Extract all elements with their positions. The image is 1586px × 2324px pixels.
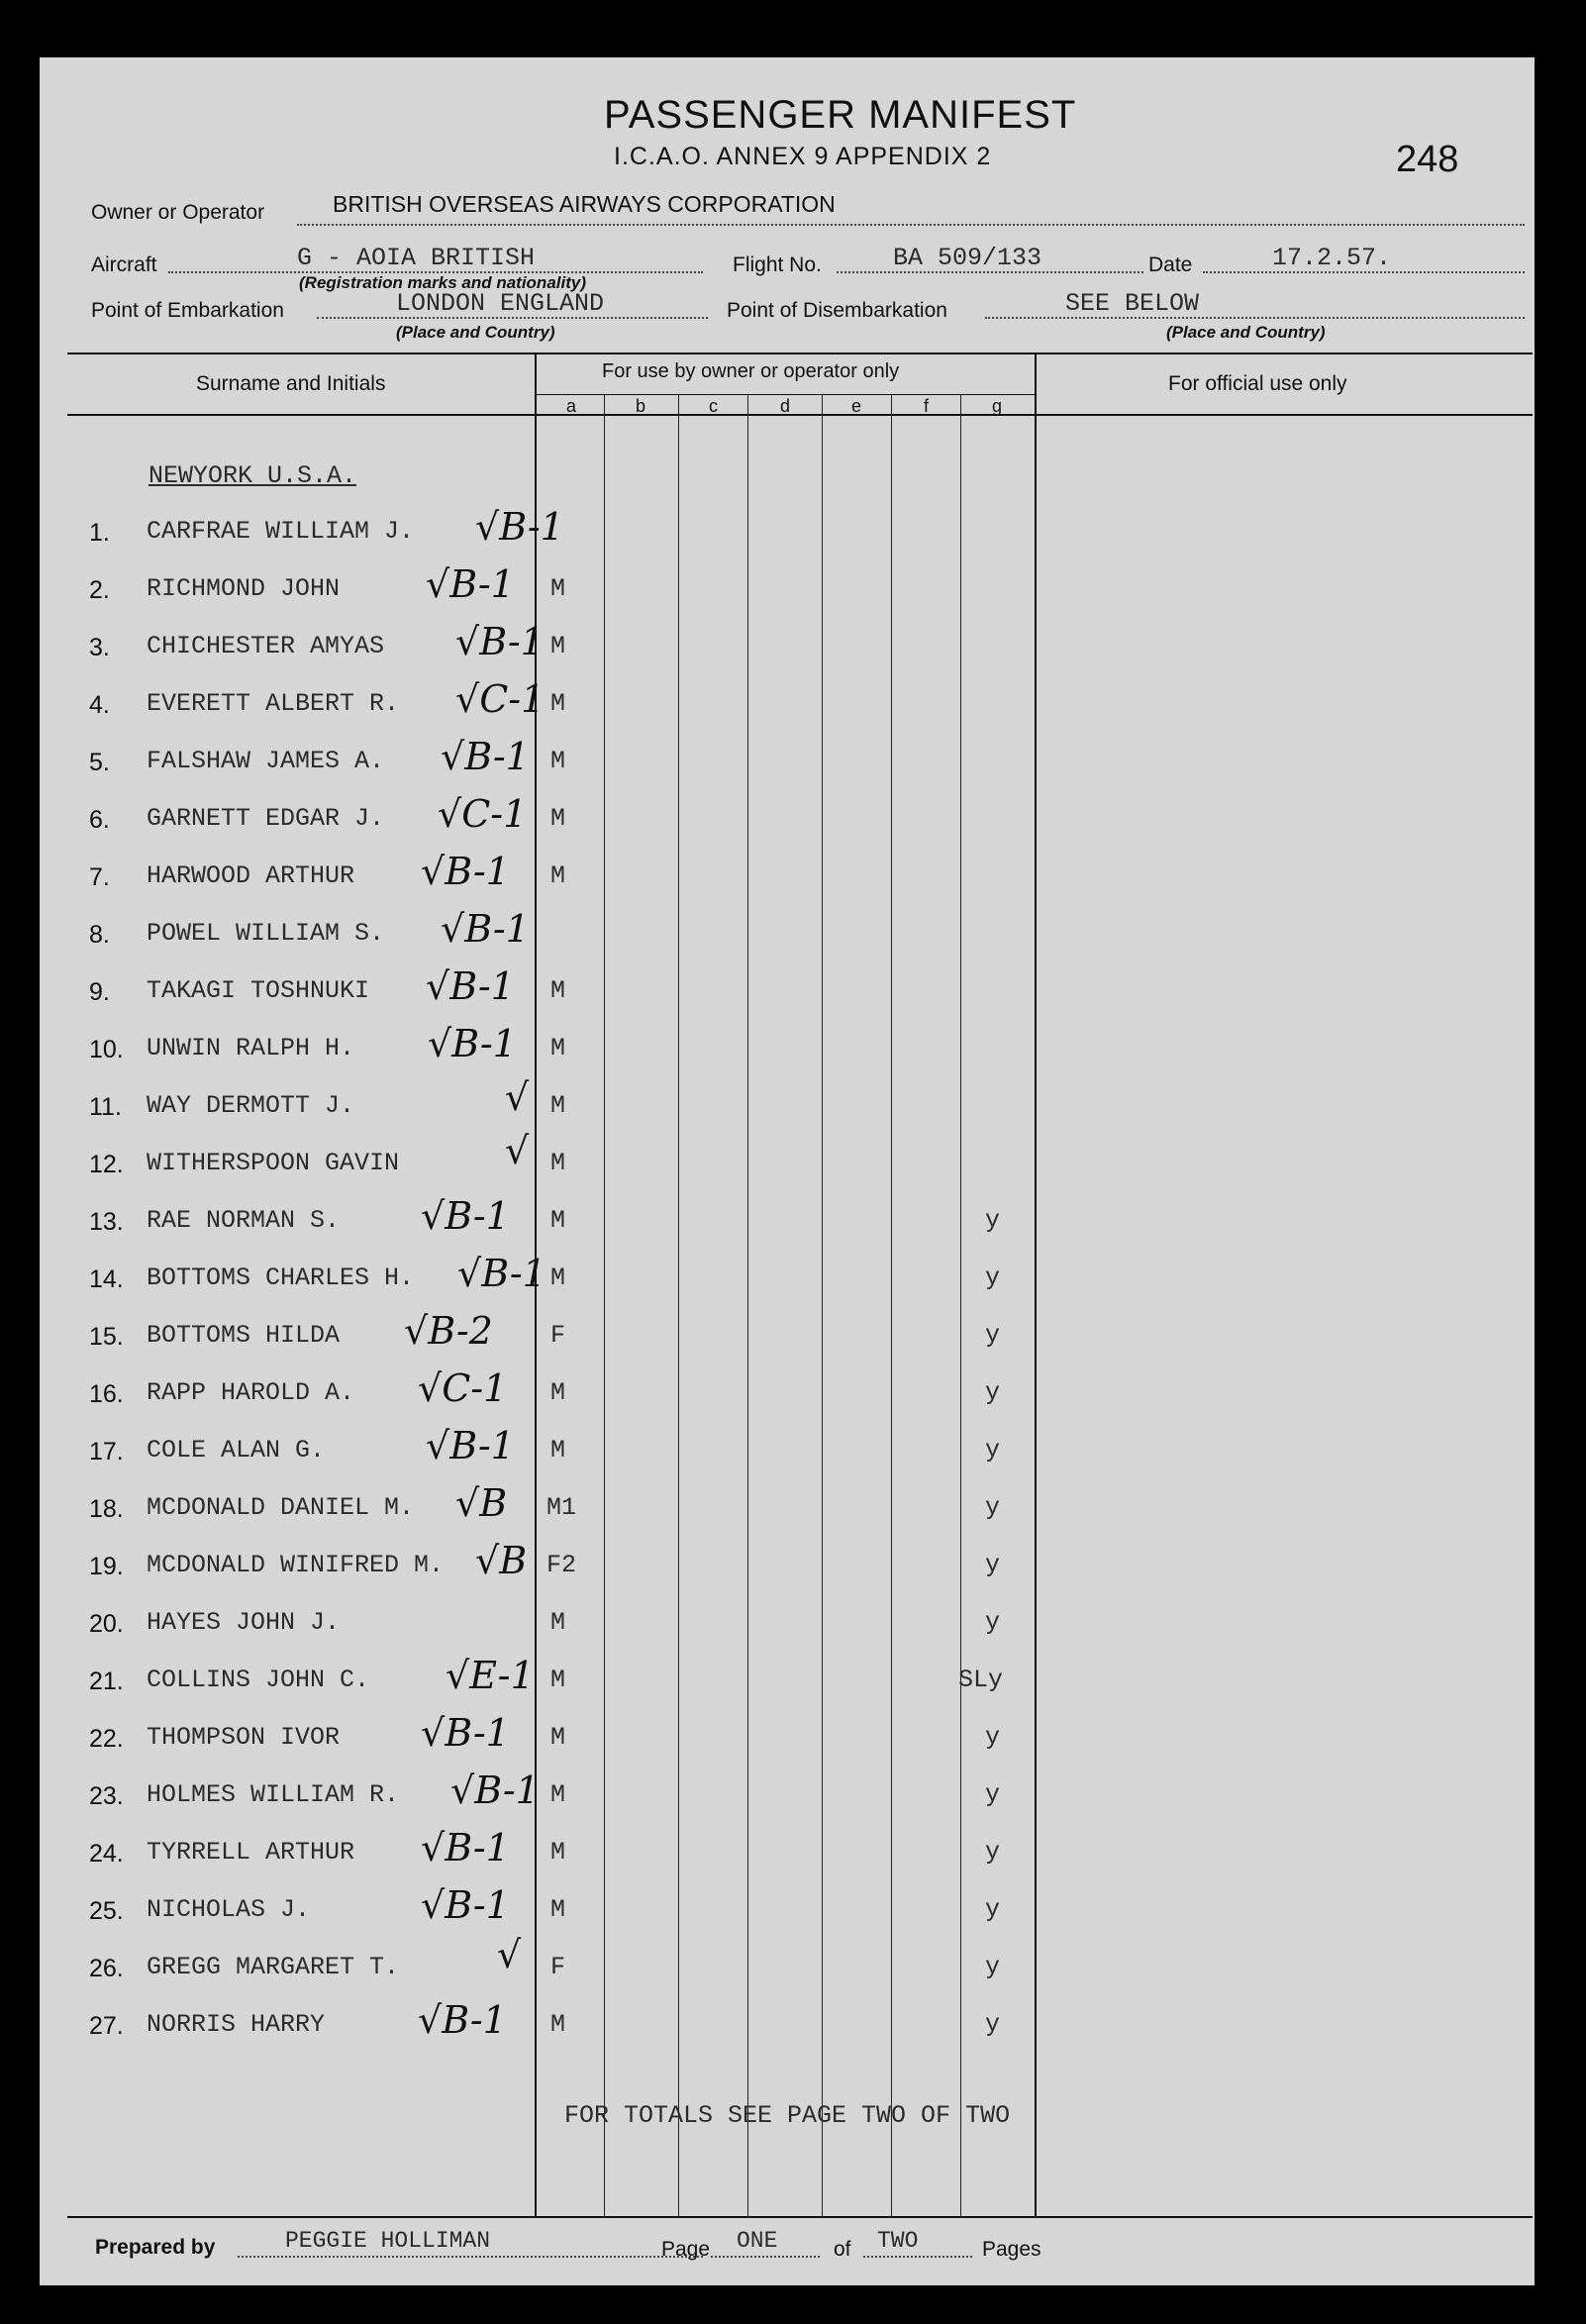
col-a-value: M: [550, 1723, 566, 1752]
passenger-name: WAY DERMOTT J.: [147, 1091, 355, 1120]
passenger-name: HOLMES WILLIAM R.: [147, 1780, 400, 1809]
subcol-b: b: [636, 396, 646, 416]
passenger-name: BOTTOMS CHARLES H.: [147, 1263, 415, 1292]
embarkation-value: LONDON ENGLAND: [396, 289, 605, 318]
prepared-value: PEGGIE HOLLIMAN: [285, 2228, 491, 2254]
passenger-row: [40, 1309, 1030, 1372]
subcol-f: f: [924, 396, 930, 416]
passenger-name: THOMPSON IVOR: [147, 1723, 341, 1752]
col-g-value: y: [985, 1321, 1001, 1350]
passenger-row: [40, 562, 1030, 626]
page-title: PASSENGER MANIFEST: [604, 93, 1077, 137]
handwritten-mark: √B: [455, 1481, 508, 1525]
handwritten-mark: √C-1: [418, 1366, 508, 1410]
col-a-value: M: [550, 1149, 566, 1177]
col-a-value: M: [550, 1895, 566, 1924]
passenger-row: [40, 1883, 1030, 1947]
row-number: 17.: [89, 1438, 124, 1465]
passenger-row: [40, 1194, 1030, 1258]
col-a-value: M: [550, 1436, 566, 1465]
col-a-value: M: [550, 747, 566, 775]
passenger-row: [40, 907, 1030, 970]
passenger-name: CARFRAE WILLIAM J.: [147, 517, 415, 546]
row-number: 11.: [89, 1093, 122, 1121]
row-number: 14.: [89, 1265, 124, 1293]
col-a-value: M: [550, 632, 566, 660]
col-g-value: SLy: [958, 1666, 1004, 1694]
passenger-row: [40, 1933, 1030, 2004]
handwritten-mark: √B-1: [426, 562, 515, 606]
passenger-row: [40, 505, 1030, 568]
passenger-row: [40, 1075, 1030, 1143]
handwritten-mark: √: [497, 1933, 522, 1976]
col-a-value: M: [550, 861, 566, 890]
passenger-row: [40, 1711, 1030, 1774]
passenger-name: TAKAGI TOSHNUKI: [147, 976, 370, 1005]
handwritten-mark: √C-1: [438, 792, 528, 836]
flight-label: Flight No.: [733, 253, 822, 276]
handwritten-mark: √B-1: [421, 1194, 510, 1238]
disembarkation-value: SEE BELOW: [1065, 289, 1200, 318]
handwritten-mark: √B-1: [421, 1826, 510, 1869]
flight-value: BA 509/133: [893, 244, 1042, 272]
disembarkation-label: Point of Disembarkation: [727, 299, 947, 322]
col-a-value: M: [550, 1780, 566, 1809]
passenger-row: [40, 1481, 1030, 1545]
handwritten-mark: √C-1: [455, 677, 545, 721]
date-label: Date: [1148, 253, 1193, 276]
col-g-value: y: [985, 1551, 1001, 1579]
col-g-value: y: [985, 1723, 1001, 1752]
handwritten-mark: √: [505, 1129, 530, 1172]
col-a-value: M: [550, 1206, 566, 1235]
passenger-row: [40, 1424, 1030, 1487]
handwritten-mark: √B-1: [418, 1998, 507, 2042]
manifest-sheet: [40, 57, 1535, 2285]
subcol-g: g: [992, 396, 1003, 416]
passenger-name: FALSHAW JAMES A.: [147, 747, 385, 775]
col-a-value: F: [550, 1953, 566, 1981]
passenger-row: [40, 1768, 1030, 1832]
totals-note: FOR TOTALS SEE PAGE TWO OF TWO: [564, 2101, 1011, 2130]
handwritten-mark: √B-1: [450, 1768, 540, 1812]
col-g-value: y: [985, 1838, 1001, 1867]
row-number: 13.: [89, 1208, 124, 1236]
aircraft-note: (Registration marks and nationality): [299, 273, 586, 292]
handwritten-mark: √B-1: [457, 1252, 546, 1295]
col-g-value: y: [985, 1608, 1001, 1637]
row-number: 27.: [89, 2012, 124, 2040]
row-number: 10.: [89, 1036, 124, 1063]
row-number: 2.: [89, 576, 110, 604]
passenger-name: BOTTOMS HILDA: [147, 1321, 341, 1350]
passenger-name: MCDONALD WINIFRED M.: [147, 1551, 445, 1579]
handwritten-mark: √B-1: [426, 1424, 515, 1467]
col-g-value: y: [985, 2010, 1001, 2039]
row-number: 9.: [89, 978, 110, 1006]
passenger-name: EVERETT ALBERT R.: [147, 689, 400, 718]
row-number: 24.: [89, 1840, 124, 1868]
page-number: 248: [1396, 139, 1459, 180]
col-surname-header: Surname and Initials: [196, 372, 386, 395]
subcol-c: c: [709, 396, 718, 416]
passenger-row: [40, 792, 1030, 856]
handwritten-mark: √B-2: [404, 1309, 493, 1353]
passenger-name: RAPP HAROLD A.: [147, 1378, 355, 1407]
row-number: 19.: [89, 1553, 124, 1580]
of-label: of: [834, 2238, 851, 2261]
subcol-e: e: [851, 396, 862, 416]
passenger-row: [40, 620, 1030, 683]
col-a-value: M: [550, 689, 566, 718]
col-a-value: M: [550, 1378, 566, 1407]
aircraft-label: Aircraft: [91, 253, 157, 276]
col-a-value: M: [550, 1608, 566, 1637]
col-a-value: M: [550, 804, 566, 833]
col-a-value: M1: [546, 1493, 577, 1522]
handwritten-mark: √B-1: [421, 1883, 510, 1927]
col-g-value: y: [985, 1378, 1001, 1407]
handwritten-mark: √E-1: [446, 1654, 535, 1697]
handwritten-mark: √B-1: [428, 1022, 517, 1065]
col-a-value: M: [550, 574, 566, 603]
row-number: 25.: [89, 1897, 124, 1925]
row-number: 20.: [89, 1610, 124, 1638]
row-number: 23.: [89, 1782, 124, 1810]
passenger-name: WITHERSPOON GAVIN: [147, 1149, 400, 1177]
col-a-value: M: [550, 1838, 566, 1867]
handwritten-mark: √B: [475, 1539, 528, 1582]
section-heading: NEWYORK U.S.A.: [149, 461, 357, 490]
subcol-a: a: [566, 396, 577, 416]
col-a-value: M: [550, 976, 566, 1005]
col-g-value: y: [985, 1953, 1001, 1981]
row-number: 21.: [89, 1667, 124, 1695]
row-number: 7.: [89, 863, 110, 891]
handwritten-mark: √B-1: [455, 620, 545, 663]
col-a-value: M: [550, 2010, 566, 2039]
of-value: TWO: [877, 2228, 919, 2254]
owner-label: Owner or Operator: [91, 201, 265, 224]
passenger-name: COLE ALAN G.: [147, 1436, 326, 1465]
col-a-value: M: [550, 1263, 566, 1292]
handwritten-mark: √: [505, 1075, 530, 1119]
col-g-value: y: [985, 1780, 1001, 1809]
passenger-row: [40, 1998, 1030, 2062]
row-number: 18.: [89, 1495, 124, 1523]
passenger-name: TYRRELL ARTHUR: [147, 1838, 355, 1867]
passenger-name: NICHOLAS J.: [147, 1895, 311, 1924]
passenger-row: [40, 1539, 1030, 1602]
row-number: 16.: [89, 1380, 124, 1408]
row-number: 1.: [89, 519, 110, 547]
passenger-name: HAYES JOHN J.: [147, 1608, 341, 1637]
col-g-value: y: [985, 1263, 1001, 1292]
page-label: Page: [661, 2238, 711, 2261]
passenger-row: [40, 1602, 1030, 1660]
embarkation-note: (Place and Country): [396, 323, 555, 342]
passenger-row: [40, 1826, 1030, 1889]
passenger-name: GARNETT EDGAR J.: [147, 804, 385, 833]
date-value: 17.2.57.: [1272, 244, 1392, 272]
passenger-name: RAE NORMAN S.: [147, 1206, 341, 1235]
page-value: ONE: [737, 2228, 778, 2254]
handwritten-mark: √B-1: [426, 964, 515, 1008]
handwritten-mark: √B-1: [475, 505, 564, 549]
passenger-row: [40, 1654, 1030, 1717]
col-a-value: F: [550, 1321, 566, 1350]
passenger-row: [40, 1252, 1030, 1315]
page-subtitle: I.C.A.O. ANNEX 9 APPENDIX 2: [614, 143, 992, 170]
passenger-name: HARWOOD ARTHUR: [147, 861, 355, 890]
subcol-d: d: [780, 396, 791, 416]
handwritten-mark: √B-1: [421, 1711, 510, 1755]
passenger-name: MCDONALD DANIEL M.: [147, 1493, 415, 1522]
col-a-value: M: [550, 1034, 566, 1062]
col-a-value: F2: [546, 1551, 577, 1579]
col-g-value: y: [985, 1206, 1001, 1235]
col-g-value: y: [985, 1493, 1001, 1522]
passenger-name: GREGG MARGARET T.: [147, 1953, 400, 1981]
embarkation-label: Point of Embarkation: [91, 299, 284, 322]
passenger-row: [40, 735, 1030, 798]
handwritten-mark: √B-1: [421, 850, 510, 893]
col-g-value: y: [985, 1895, 1001, 1924]
passenger-name: RICHMOND JOHN: [147, 574, 341, 603]
passenger-name: NORRIS HARRY: [147, 2010, 326, 2039]
passenger-name: UNWIN RALPH H.: [147, 1034, 355, 1062]
col-a-value: M: [550, 1666, 566, 1694]
row-number: 15.: [89, 1323, 124, 1351]
disembarkation-note: (Place and Country): [1166, 323, 1326, 342]
passenger-row: [40, 677, 1030, 741]
col-a-value: M: [550, 1091, 566, 1120]
aircraft-value: G - AOIA BRITISH: [297, 244, 536, 272]
row-number: 4.: [89, 691, 110, 719]
col-owner-use-header: For use by owner or operator only: [602, 360, 900, 382]
passenger-row: [40, 1366, 1030, 1430]
passenger-row: [40, 850, 1030, 913]
pages-label: Pages: [982, 2238, 1041, 2261]
row-number: 8.: [89, 921, 110, 949]
passenger-row: [40, 1022, 1030, 1085]
row-number: 3.: [89, 634, 110, 661]
row-number: 22.: [89, 1725, 124, 1753]
owner-value: BRITISH OVERSEAS AIRWAYS CORPORATION: [333, 191, 836, 217]
row-number: 26.: [89, 1955, 124, 1982]
row-number: 12.: [89, 1151, 124, 1178]
passenger-name: CHICHESTER AMYAS: [147, 632, 385, 660]
col-g-value: y: [985, 1436, 1001, 1465]
row-number: 5.: [89, 749, 110, 776]
prepared-label: Prepared by: [95, 2236, 216, 2259]
handwritten-mark: √B-1: [441, 907, 530, 951]
passenger-row: [40, 1129, 1030, 1200]
passenger-row: [40, 964, 1030, 1028]
col-official-header: For official use only: [1168, 372, 1347, 395]
handwritten-mark: √B-1: [441, 735, 530, 778]
passenger-name: COLLINS JOHN C.: [147, 1666, 370, 1694]
row-number: 6.: [89, 806, 110, 834]
passenger-name: POWEL WILLIAM S.: [147, 919, 385, 948]
